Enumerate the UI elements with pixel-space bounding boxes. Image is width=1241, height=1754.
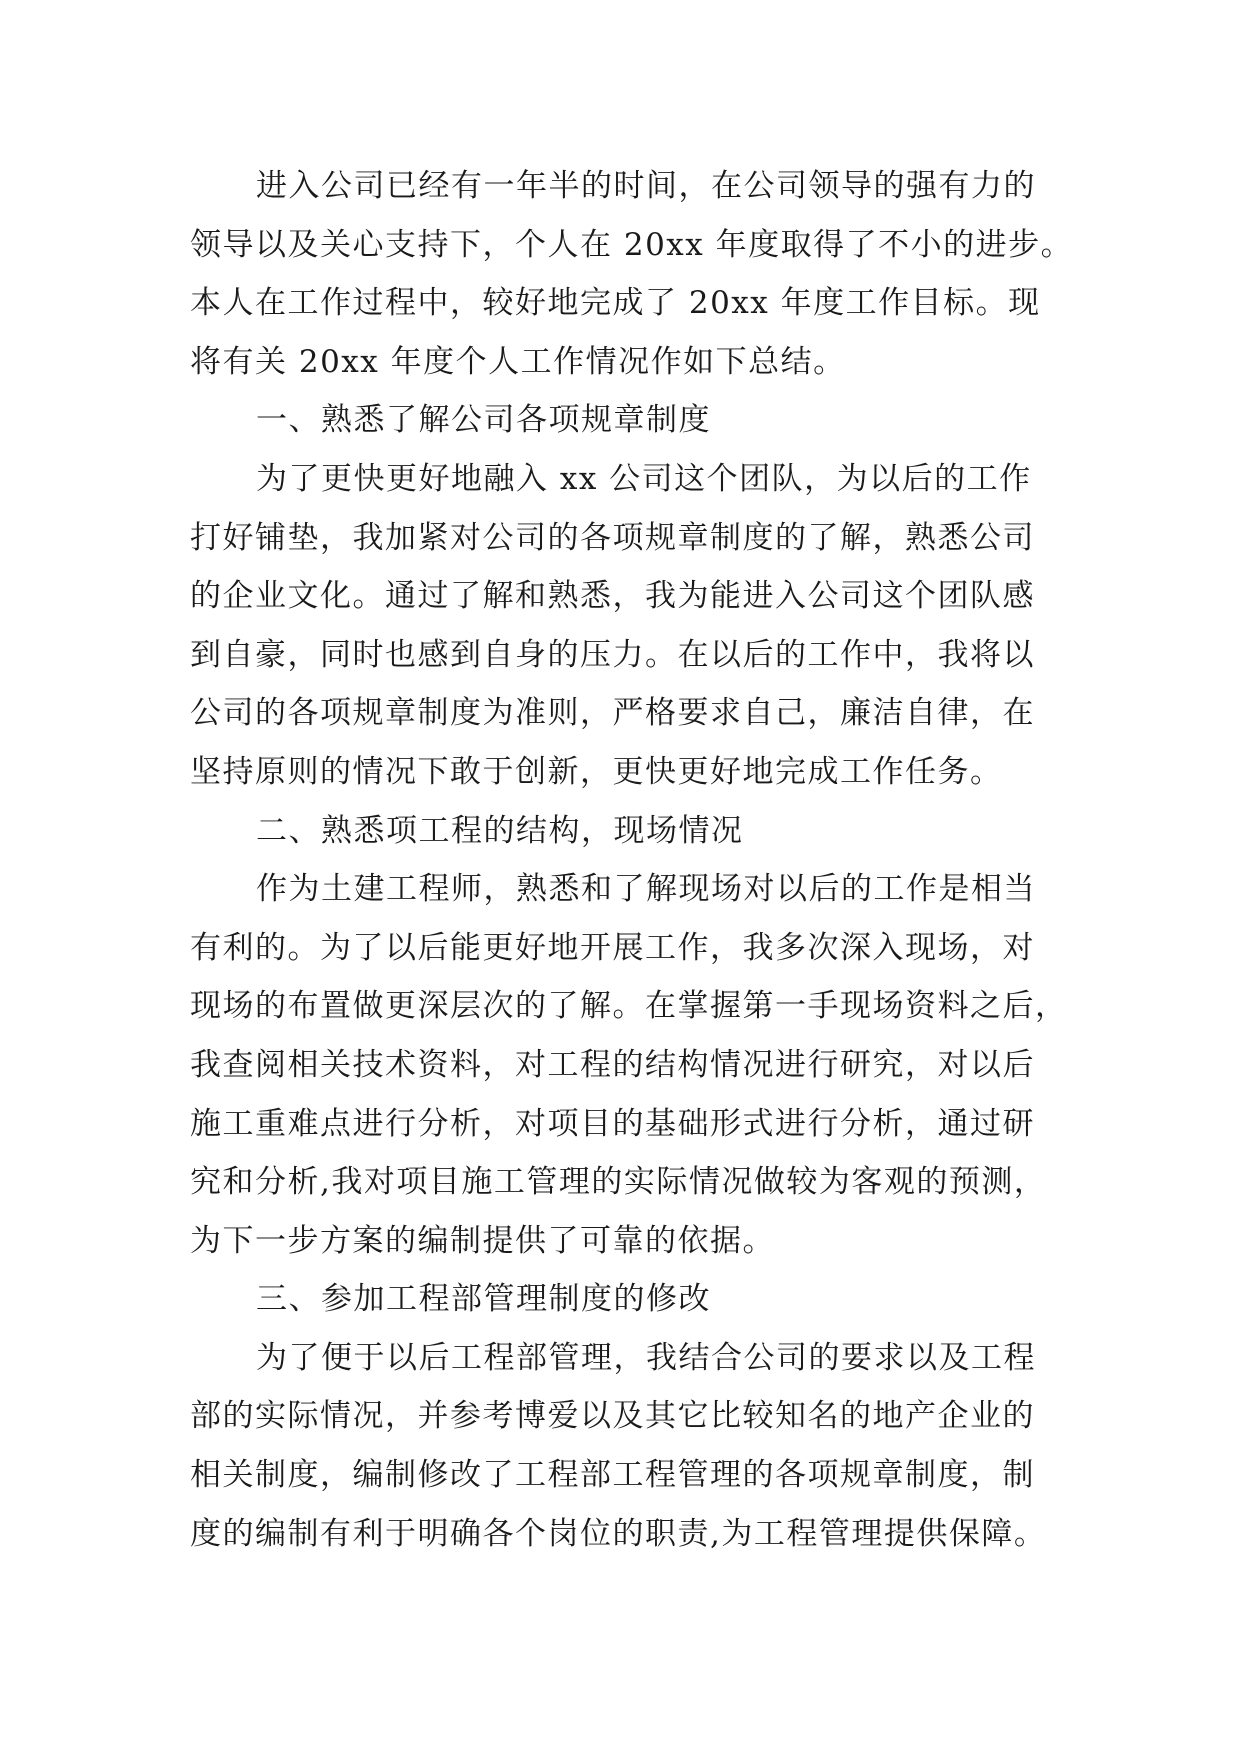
section-heading: 三、参加工程部管理制度的修改 [256,1281,711,1318]
section-heading: 一、熟悉了解公司各项规章制度 [256,402,711,439]
paragraph-line: 部的实际情况，并参考博爱以及其它比较知名的地产企业的 [190,1398,1035,1435]
section-heading: 二、熟悉项工程的结构，现场情况 [256,812,744,849]
paragraph-line: 度的编制有利于明确各个岗位的职责,为工程管理提供保障。 [190,1515,1047,1552]
paragraph-line: 作为土建工程师，熟悉和了解现场对以后的工作是相当 [256,871,1036,908]
paragraph-line: 将有关 20xx 年度个人工作情况作如下总结。 [190,343,846,380]
paragraph-line: 到自豪，同时也感到自身的压力。在以后的工作中，我将以 [190,636,1035,673]
paragraph-line: 的企业文化。通过了解和熟悉，我为能进入公司这个团队感 [190,578,1035,615]
paragraph-line: 坚持原则的情况下敢于创新，更快更好地完成工作任务。 [190,753,1003,790]
paragraph-line: 为了便于以后工程部管理，我结合公司的要求以及工程 [256,1339,1036,1376]
paragraph-line: 究和分析,我对项目施工管理的实际情况做较为客观的预测， [190,1164,1047,1201]
paragraph-line: 进入公司已经有一年半的时间，在公司领导的强有力的 [256,168,1036,204]
paragraph-line: 现场的布置做更深层次的了解。在掌握第一手现场资料之后， [190,988,1068,1025]
paragraph-line: 打好铺垫，我加紧对公司的各项规章制度的了解，熟悉公司 [190,519,1035,556]
paragraph-line: 相关制度，编制修改了工程部工程管理的各项规章制度，制 [190,1457,1035,1494]
paragraph-line: 施工重难点进行分析，对项目的基础形式进行分析，通过研 [190,1105,1035,1142]
document-body [190,157,1074,1563]
paragraph-line: 为了更快更好地融入 xx 公司这个团队，为以后的工作 [256,460,1032,497]
paragraph-line: 有利的。为了以后能更好地开展工作，我多次深入现场，对 [190,929,1035,966]
paragraph-line: 为下一步方案的编制提供了可靠的依据。 [190,1222,775,1259]
paragraph-line: 本人在工作过程中，较好地完成了 20xx 年度工作目标。现 [190,285,1041,322]
paragraph-line: 我查阅相关技术资料，对工程的结构情况进行研究，对以后 [190,1046,1035,1083]
paragraph-line: 公司的各项规章制度为准则，严格要求自己，廉洁自律，在 [190,695,1035,732]
paragraph-line: 领导以及关心支持下，个人在 20xx 年度取得了不小的进步。 [190,226,1074,263]
